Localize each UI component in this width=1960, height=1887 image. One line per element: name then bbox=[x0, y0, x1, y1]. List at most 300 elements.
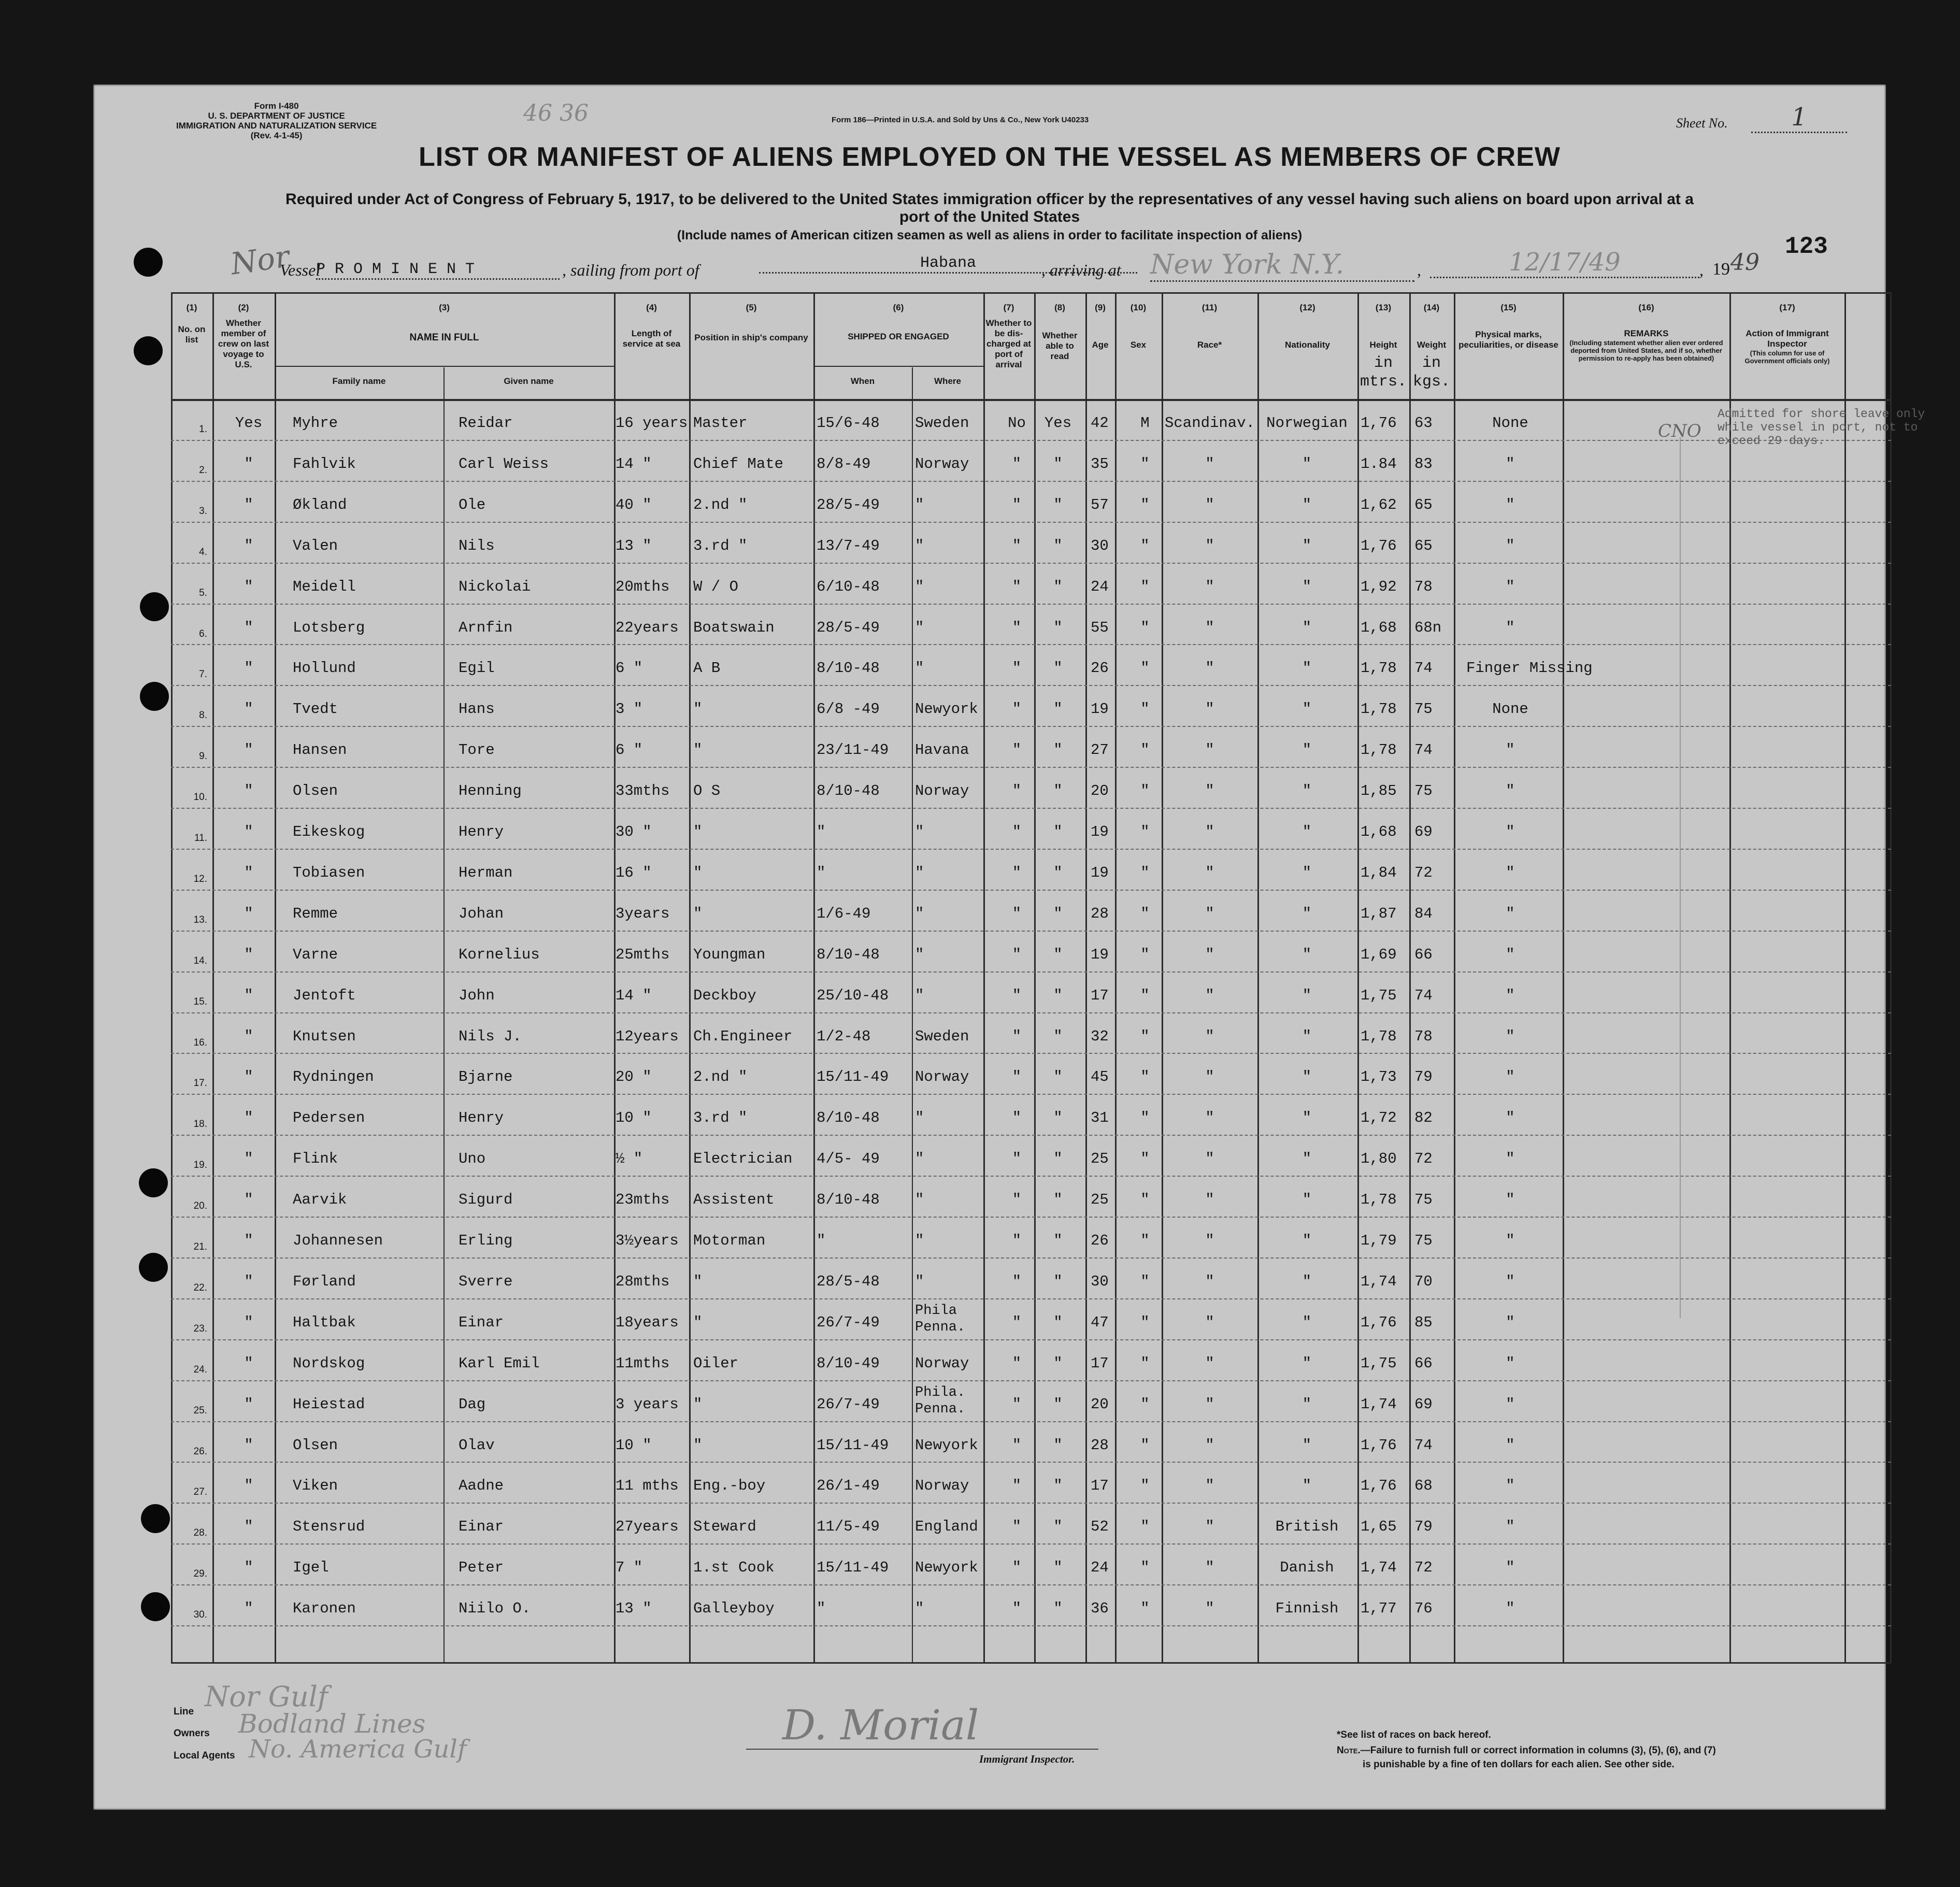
family-name-cell: Rydningen bbox=[293, 1068, 374, 1086]
where-header: Where bbox=[934, 376, 961, 386]
sex-cell: " bbox=[1140, 496, 1150, 513]
discharged-cell: " bbox=[1012, 578, 1022, 595]
given-name-cell: Karl Emil bbox=[459, 1354, 540, 1372]
race-cell: " bbox=[1205, 864, 1214, 881]
service-length-cell: 12years bbox=[616, 1027, 679, 1045]
age-cell: 47 bbox=[1091, 1313, 1109, 1331]
able-to-read-cell: " bbox=[1053, 455, 1063, 473]
sex-cell: " bbox=[1140, 1559, 1150, 1577]
height-cell: 1,76 bbox=[1361, 1436, 1397, 1454]
form-id-line: U. S. DEPARTMENT OF JUSTICE bbox=[208, 111, 345, 121]
row-number: 23. bbox=[193, 1323, 207, 1334]
row-number: 17. bbox=[193, 1078, 207, 1089]
nationality-cell: British bbox=[1275, 1518, 1339, 1536]
row-number: 3. bbox=[199, 505, 207, 517]
row-number: 20. bbox=[193, 1200, 207, 1212]
nationality-cell: " bbox=[1302, 660, 1312, 677]
age-cell: 42 bbox=[1091, 414, 1109, 432]
shipped-when-cell: 6/10-48 bbox=[817, 578, 880, 595]
row-number: 10. bbox=[193, 792, 207, 803]
discharged-cell: " bbox=[1012, 741, 1022, 759]
shipped-when-cell: 8/10-48 bbox=[817, 660, 880, 677]
sex-cell: " bbox=[1140, 1313, 1150, 1331]
sex-cell: M bbox=[1140, 414, 1150, 432]
able-to-read-cell: " bbox=[1053, 660, 1063, 677]
table-row bbox=[171, 481, 1891, 522]
whether-member-cell: " bbox=[244, 782, 253, 800]
family-name-cell: Knutsen bbox=[293, 1027, 356, 1045]
family-name-cell: Myhre bbox=[293, 414, 338, 432]
physical-marks-cell: " bbox=[1506, 1109, 1515, 1127]
service-length-cell: 23mths bbox=[616, 1191, 670, 1209]
physical-marks-cell: " bbox=[1506, 987, 1515, 1004]
able-to-read-cell: " bbox=[1053, 1191, 1063, 1209]
height-cell: 1,74 bbox=[1361, 1559, 1397, 1577]
able-to-read-cell: " bbox=[1053, 1150, 1063, 1168]
family-name-cell: Olsen bbox=[293, 1436, 338, 1454]
race-cell: " bbox=[1205, 1477, 1214, 1495]
note-text: —Failure to furnish full or correct information in columns (3), (5), (6), and (7) bbox=[1360, 1745, 1716, 1756]
physical-marks-cell: " bbox=[1506, 1477, 1515, 1495]
discharged-cell: " bbox=[1012, 701, 1022, 718]
given-name-cell: Hans bbox=[459, 701, 495, 718]
weight-cell: 74 bbox=[1414, 660, 1433, 677]
position-cell: A B bbox=[693, 660, 721, 677]
discharged-cell: " bbox=[1012, 1109, 1022, 1127]
discharged-cell: " bbox=[1012, 496, 1022, 513]
family-name-cell: Flink bbox=[293, 1150, 338, 1168]
height-cell: 1,77 bbox=[1361, 1600, 1397, 1618]
arriving-port: New York N.Y. bbox=[1150, 249, 1414, 282]
row-number: 11. bbox=[194, 833, 207, 844]
whether-member-cell: " bbox=[244, 1232, 253, 1249]
able-to-read-cell: " bbox=[1053, 578, 1063, 595]
sex-cell: " bbox=[1140, 987, 1150, 1004]
fine-note bbox=[1337, 1745, 1716, 1756]
col3-header: (3) NAME IN FULL bbox=[409, 303, 479, 343]
race-cell: " bbox=[1205, 741, 1214, 759]
weight-cell: 70 bbox=[1414, 1273, 1433, 1290]
whether-member-cell: " bbox=[244, 823, 253, 840]
physical-marks-cell: " bbox=[1506, 1273, 1515, 1290]
shipped-when-cell: 11/5-49 bbox=[817, 1518, 880, 1536]
height-cell: 1,87 bbox=[1361, 905, 1397, 922]
shipped-where-cell: " bbox=[915, 1232, 924, 1249]
able-to-read-cell: " bbox=[1053, 701, 1063, 718]
nationality-cell: " bbox=[1302, 537, 1312, 554]
shipped-where-cell: " bbox=[915, 1150, 924, 1168]
able-to-read-cell: Yes bbox=[1044, 414, 1072, 432]
nationality-cell: " bbox=[1302, 823, 1312, 840]
shipped-when-cell: 26/1-49 bbox=[817, 1477, 880, 1495]
position-cell: Youngman bbox=[693, 946, 766, 963]
service-length-cell: 30 " bbox=[616, 823, 652, 840]
table-row bbox=[171, 1380, 1891, 1421]
discharged-cell: " bbox=[1012, 905, 1022, 922]
discharged-cell: " bbox=[1012, 1150, 1022, 1168]
age-cell: 28 bbox=[1091, 1436, 1109, 1454]
given-name-cell: Arnfin bbox=[459, 619, 513, 636]
able-to-read-cell: " bbox=[1053, 987, 1063, 1004]
given-name-cell: Erling bbox=[459, 1232, 513, 1249]
nationality-cell: " bbox=[1302, 578, 1312, 595]
punch-hole bbox=[139, 1253, 168, 1282]
shipped-where-cell: " bbox=[915, 946, 924, 963]
weight-cell: 66 bbox=[1414, 1354, 1433, 1372]
height-cell: 1,79 bbox=[1361, 1232, 1397, 1249]
weight-cell: 65 bbox=[1414, 537, 1433, 554]
given-name-cell: Sverre bbox=[459, 1273, 513, 1290]
row-number: 22. bbox=[193, 1282, 207, 1293]
able-to-read-cell: " bbox=[1053, 1518, 1063, 1536]
height-cell: 1,69 bbox=[1361, 946, 1397, 963]
shipped-when-cell: 23/11-49 bbox=[817, 741, 889, 759]
table-row bbox=[171, 563, 1891, 604]
row-number: 28. bbox=[193, 1527, 207, 1539]
race-cell: " bbox=[1205, 496, 1214, 513]
line-value: Nor Gulf bbox=[205, 1680, 328, 1713]
family-name-cell: Karonen bbox=[293, 1600, 356, 1618]
shipped-where-cell: " bbox=[915, 987, 924, 1004]
family-name-cell: Pedersen bbox=[293, 1109, 365, 1127]
able-to-read-cell: " bbox=[1053, 619, 1063, 636]
physical-marks-cell: " bbox=[1506, 1354, 1515, 1372]
position-cell: 2.nd " bbox=[693, 496, 748, 513]
position-cell: " bbox=[693, 701, 703, 718]
punch-hole bbox=[141, 1504, 170, 1533]
physical-marks-cell: " bbox=[1506, 496, 1515, 513]
age-cell: 30 bbox=[1091, 1273, 1109, 1290]
physical-marks-cell: " bbox=[1506, 1436, 1515, 1454]
shipped-when-cell: 15/11-49 bbox=[817, 1068, 889, 1086]
race-cell: " bbox=[1205, 905, 1214, 922]
col17-header: (17) Action of Immigrant Inspector (This column for use of Government officials only) bbox=[1744, 303, 1830, 365]
nationality-cell: " bbox=[1302, 946, 1312, 963]
nationality-cell: " bbox=[1302, 1232, 1312, 1249]
sex-cell: " bbox=[1140, 1436, 1150, 1454]
include-note: (Include names of American citizen seamen as well as aliens in order to facilitate inspection of aliens) bbox=[677, 228, 1303, 242]
note-label: Note. bbox=[1337, 1745, 1361, 1756]
service-length-cell: 13 " bbox=[616, 1600, 652, 1618]
race-cell: " bbox=[1205, 1068, 1214, 1086]
physical-marks-cell: " bbox=[1506, 455, 1515, 473]
nationality-cell: Norwegian bbox=[1266, 414, 1348, 432]
discharged-cell: " bbox=[1012, 619, 1022, 636]
table-row bbox=[171, 1503, 1891, 1543]
weight-cell: 69 bbox=[1414, 1395, 1433, 1413]
whether-member-cell: " bbox=[244, 619, 253, 636]
given-name-header: Given name bbox=[504, 376, 554, 386]
family-name-cell: Heiestad bbox=[293, 1395, 365, 1413]
height-cell: 1,75 bbox=[1361, 987, 1397, 1004]
given-name-cell: Egil bbox=[459, 660, 495, 677]
age-cell: 52 bbox=[1091, 1518, 1109, 1536]
nationality-cell: Danish bbox=[1280, 1559, 1334, 1577]
position-cell: Assistent bbox=[693, 1191, 775, 1209]
remark-ditto-stroke bbox=[1680, 437, 1681, 1318]
whether-member-cell: " bbox=[244, 1600, 253, 1618]
row-number: 18. bbox=[193, 1119, 207, 1130]
whether-member-cell: " bbox=[244, 1477, 253, 1495]
whether-member-cell: " bbox=[244, 864, 253, 881]
age-cell: 36 bbox=[1091, 1600, 1109, 1618]
row-number: 1. bbox=[199, 424, 207, 435]
shipped-where-cell: Norway bbox=[915, 1068, 969, 1086]
col1-header: (1) No. on list bbox=[178, 303, 206, 345]
given-name-cell: Aadne bbox=[459, 1477, 504, 1495]
given-name-cell: Nickolai bbox=[459, 578, 531, 595]
age-cell: 20 bbox=[1091, 782, 1109, 800]
shipped-when-cell: " bbox=[817, 864, 826, 881]
service-length-cell: 22years bbox=[616, 619, 679, 636]
col8-header: (8) Whether able to read bbox=[1042, 303, 1078, 361]
weight-cell: 79 bbox=[1414, 1518, 1433, 1536]
local-agents-label: Local Agents bbox=[174, 1750, 235, 1761]
race-cell: " bbox=[1205, 1150, 1214, 1168]
height-cell: 1,74 bbox=[1361, 1273, 1397, 1290]
family-name-cell: Remme bbox=[293, 905, 338, 922]
nationality-cell: " bbox=[1302, 782, 1312, 800]
table-row bbox=[171, 1543, 1891, 1584]
race-cell: " bbox=[1205, 537, 1214, 554]
row-number: 2. bbox=[199, 464, 207, 476]
family-name-cell: Igel bbox=[293, 1559, 329, 1577]
form-id-line: Form I-480 bbox=[254, 101, 299, 111]
whether-member-cell: " bbox=[244, 987, 253, 1004]
discharged-cell: " bbox=[1012, 1600, 1022, 1618]
shipped-when-cell: 26/7-49 bbox=[817, 1313, 880, 1331]
height-cell: 1,84 bbox=[1361, 864, 1397, 881]
sex-cell: " bbox=[1140, 1273, 1150, 1290]
whether-member-cell: " bbox=[244, 1191, 253, 1209]
shipped-when-cell: 1/2-48 bbox=[817, 1027, 871, 1045]
row-number: 14. bbox=[193, 955, 207, 966]
shipped-when-cell: 4/5- 49 bbox=[817, 1150, 880, 1168]
family-name-cell: Eikeskog bbox=[293, 823, 365, 840]
height-cell: 1,76 bbox=[1361, 537, 1397, 554]
table-row bbox=[171, 1217, 1891, 1257]
position-cell: 1.st Cook bbox=[693, 1559, 775, 1577]
nationality-cell: " bbox=[1302, 1273, 1312, 1290]
given-name-cell: Olav bbox=[459, 1436, 495, 1454]
arrival-date: 12/17/49 bbox=[1430, 248, 1699, 278]
position-cell: " bbox=[693, 905, 703, 922]
sex-cell: " bbox=[1140, 1027, 1150, 1045]
sex-cell: " bbox=[1140, 455, 1150, 473]
family-name-cell: Johannesen bbox=[293, 1232, 383, 1249]
weight-cell: 72 bbox=[1414, 864, 1433, 881]
shipped-when-cell: 15/11-49 bbox=[817, 1559, 889, 1577]
family-name-cell: Varne bbox=[293, 946, 338, 963]
whether-member-cell: " bbox=[244, 1109, 253, 1127]
age-cell: 19 bbox=[1091, 946, 1109, 963]
age-cell: 26 bbox=[1091, 660, 1109, 677]
sex-cell: " bbox=[1140, 619, 1150, 636]
family-name-cell: Stensrud bbox=[293, 1518, 365, 1536]
shipped-when-cell: 8/8-49 bbox=[817, 455, 871, 473]
nationality-cell: " bbox=[1302, 1313, 1312, 1331]
col4-header: (4) Length of service at sea bbox=[622, 303, 681, 349]
age-cell: 24 bbox=[1091, 1559, 1109, 1577]
sailing-label: , sailing from port of bbox=[562, 261, 699, 279]
position-cell: Chief Mate bbox=[693, 455, 784, 473]
able-to-read-cell: " bbox=[1053, 1559, 1063, 1577]
position-cell: Electrician bbox=[693, 1150, 793, 1168]
weight-cell: 85 bbox=[1414, 1313, 1433, 1331]
whether-member-cell: " bbox=[244, 1027, 253, 1045]
whether-member-cell: " bbox=[244, 905, 253, 922]
table-row bbox=[171, 1584, 1891, 1625]
form-id-line: IMMIGRATION AND NATURALIZATION SERVICE bbox=[176, 121, 377, 131]
table-row bbox=[171, 1053, 1891, 1094]
height-cell: 1,80 bbox=[1361, 1150, 1397, 1168]
race-cell: " bbox=[1205, 946, 1214, 963]
given-name-cell: Reidar bbox=[459, 414, 513, 432]
shipped-where-cell: Sweden bbox=[915, 1027, 969, 1045]
height-cell: 1,78 bbox=[1361, 1191, 1397, 1209]
physical-marks-cell: " bbox=[1506, 537, 1515, 554]
discharged-cell: " bbox=[1012, 660, 1022, 677]
shipped-where-cell: " bbox=[915, 1109, 924, 1127]
shipped-where-cell: " bbox=[915, 1273, 924, 1290]
discharged-cell: " bbox=[1012, 782, 1022, 800]
family-name-cell: Førland bbox=[293, 1273, 356, 1290]
sex-cell: " bbox=[1140, 1109, 1150, 1127]
sheet-label: Sheet No. bbox=[1676, 116, 1728, 131]
discharged-cell: " bbox=[1012, 455, 1022, 473]
given-name-cell: Sigurd bbox=[459, 1191, 513, 1209]
table-row bbox=[171, 685, 1891, 726]
signature-line bbox=[746, 1749, 1098, 1750]
nationality-cell: " bbox=[1302, 496, 1312, 513]
shipped-where-cell: Norway bbox=[915, 1354, 969, 1372]
nationality-cell: " bbox=[1302, 1436, 1312, 1454]
nationality-cell: " bbox=[1302, 619, 1312, 636]
age-cell: 55 bbox=[1091, 619, 1109, 636]
sex-cell: " bbox=[1140, 1191, 1150, 1209]
service-length-cell: 28mths bbox=[616, 1273, 670, 1290]
physical-marks-cell: " bbox=[1506, 1068, 1515, 1086]
row-number: 9. bbox=[199, 751, 207, 762]
punch-hole bbox=[140, 682, 169, 711]
height-cell: 1,73 bbox=[1361, 1068, 1397, 1086]
requirement-line: Required under Act of Congress of February 5, 1917, to be delivered to the United States immigration officer by the representatives of any vessel having such aliens on board upon arrival at a bbox=[285, 191, 1694, 208]
given-name-cell: Ole bbox=[459, 496, 486, 513]
table-row bbox=[171, 604, 1891, 645]
fine-note-cont: is punishable by a fine of ten dollars for each alien. See other side. bbox=[1363, 1759, 1675, 1770]
remark-shore-leave: Admitted for shore leave only while vessel in port, not to exceed 29 days. bbox=[1718, 407, 1925, 448]
row-divider bbox=[171, 1625, 1891, 1626]
given-name-cell: Niilo O. bbox=[459, 1600, 531, 1618]
service-length-cell: 10 " bbox=[616, 1109, 652, 1127]
sex-cell: " bbox=[1140, 1395, 1150, 1413]
weight-cell: 72 bbox=[1414, 1559, 1433, 1577]
service-length-cell: 20mths bbox=[616, 578, 670, 595]
physical-marks-cell: " bbox=[1506, 741, 1515, 759]
able-to-read-cell: " bbox=[1053, 1109, 1063, 1127]
nationality-cell: " bbox=[1302, 1477, 1312, 1495]
nationality-cell: " bbox=[1302, 1395, 1312, 1413]
position-cell: " bbox=[693, 823, 703, 840]
service-length-cell: 10 " bbox=[616, 1436, 652, 1454]
col9-header: (9) Age bbox=[1092, 303, 1109, 350]
able-to-read-cell: " bbox=[1053, 741, 1063, 759]
shipped-when-cell: 6/8 -49 bbox=[817, 701, 880, 718]
shipped-when-cell: 13/7-49 bbox=[817, 537, 880, 554]
shipped-where-cell: Phila. Penna. bbox=[915, 1384, 966, 1417]
given-name-cell: Carl Weiss bbox=[459, 455, 549, 473]
shipped-when-cell: 1/6-49 bbox=[817, 905, 871, 922]
given-name-cell: Bjarne bbox=[459, 1068, 513, 1086]
table-row bbox=[171, 849, 1891, 890]
vessel-label: Vessel bbox=[280, 261, 321, 279]
owners-label: Owners bbox=[174, 1728, 210, 1739]
sex-cell: " bbox=[1140, 823, 1150, 840]
weight-cell: 65 bbox=[1414, 496, 1433, 513]
discharged-cell: " bbox=[1012, 537, 1022, 554]
service-length-cell: 6 " bbox=[616, 741, 643, 759]
shipped-where-cell: " bbox=[915, 660, 924, 677]
table-row bbox=[171, 1421, 1891, 1462]
position-cell: Galleyboy bbox=[693, 1600, 775, 1618]
given-name-cell: Einar bbox=[459, 1313, 504, 1331]
discharged-cell: " bbox=[1012, 1191, 1022, 1209]
nationality-cell: " bbox=[1302, 905, 1312, 922]
weight-cell: 63 bbox=[1414, 414, 1433, 432]
requirement-line: port of the United States bbox=[899, 208, 1080, 225]
port-of-sailing: Habana bbox=[759, 254, 1137, 274]
weight-cell: 83 bbox=[1414, 455, 1433, 473]
weight-cell: 68 bbox=[1414, 1477, 1433, 1495]
form-id-block bbox=[176, 101, 377, 140]
shipped-where-cell: " bbox=[915, 1191, 924, 1209]
position-cell: Eng.-boy bbox=[693, 1477, 766, 1495]
physical-marks-cell: " bbox=[1506, 823, 1515, 840]
position-cell: " bbox=[693, 864, 703, 881]
family-name-cell: Tobiasen bbox=[293, 864, 365, 881]
position-cell: W / O bbox=[693, 578, 739, 595]
nationality-cell: " bbox=[1302, 864, 1312, 881]
inspector-signature: D. Morial bbox=[782, 1701, 979, 1749]
able-to-read-cell: " bbox=[1053, 1313, 1063, 1331]
position-cell: " bbox=[693, 1313, 703, 1331]
nationality-cell: " bbox=[1302, 1068, 1312, 1086]
height-cell: 1,78 bbox=[1361, 741, 1397, 759]
sex-cell: " bbox=[1140, 701, 1150, 718]
family-name-cell: Fahlvik bbox=[293, 455, 356, 473]
physical-marks-cell: " bbox=[1506, 1600, 1515, 1618]
line-label: Line bbox=[174, 1706, 194, 1717]
table-row bbox=[171, 931, 1891, 971]
shipped-when-cell: 8/10-48 bbox=[817, 782, 880, 800]
position-cell: Ch.Engineer bbox=[693, 1027, 793, 1045]
shipped-where-cell: " bbox=[915, 1600, 924, 1618]
service-length-cell: 3½years bbox=[616, 1232, 679, 1249]
given-name-cell: Einar bbox=[459, 1518, 504, 1536]
age-cell: 20 bbox=[1091, 1395, 1109, 1413]
position-cell: Master bbox=[693, 414, 748, 432]
remark-initials: CNO bbox=[1658, 421, 1701, 441]
height-cell: 1,68 bbox=[1361, 823, 1397, 840]
row-number: 8. bbox=[199, 710, 207, 721]
race-cell: Scandinav. bbox=[1164, 414, 1255, 432]
table-row bbox=[171, 1339, 1891, 1380]
table-row bbox=[171, 1094, 1891, 1135]
shipped-where-cell: Norway bbox=[915, 782, 969, 800]
service-length-cell: 3years bbox=[616, 905, 670, 922]
vessel-name: P R O M I N E N T bbox=[316, 261, 560, 280]
weight-cell: 68n bbox=[1414, 619, 1442, 636]
